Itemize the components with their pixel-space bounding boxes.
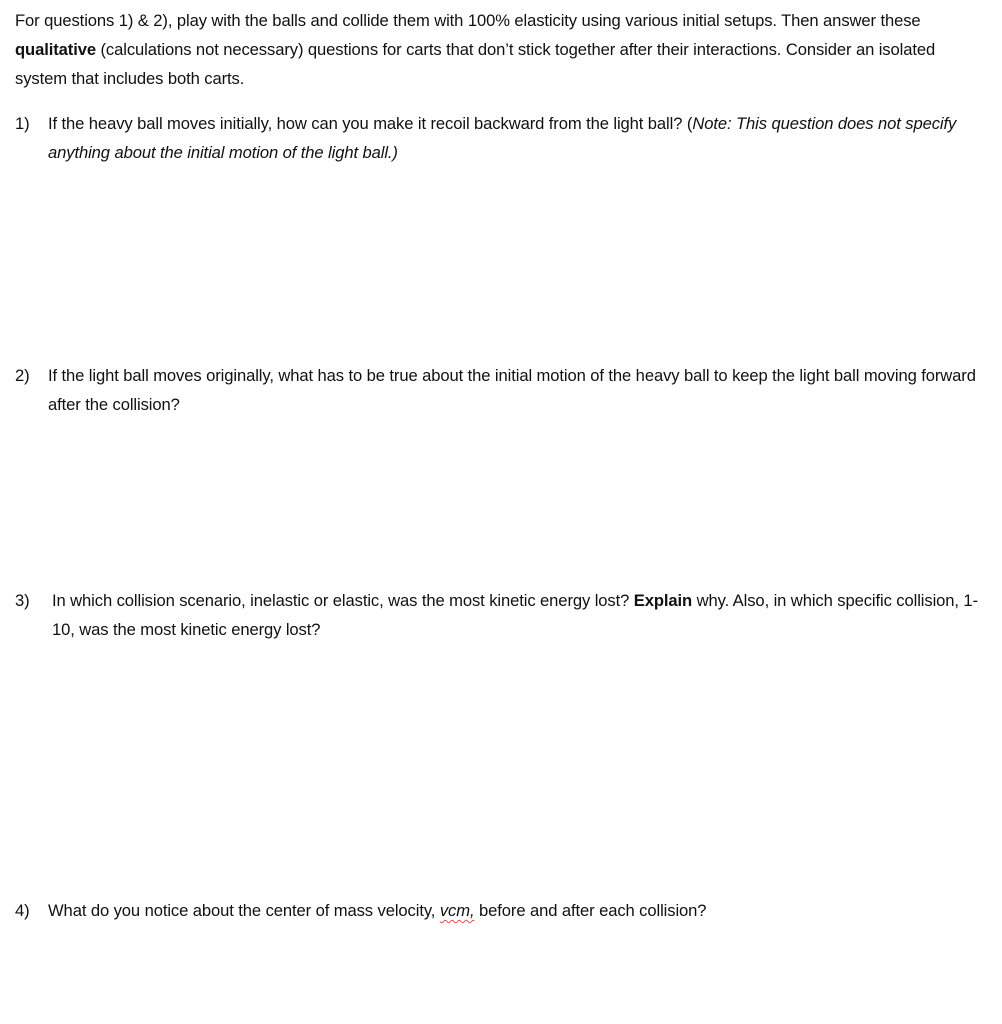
instructions-text — [15, 6, 990, 93]
instructions-bold-word: qualitative — [15, 40, 96, 59]
question-3-text — [52, 586, 995, 644]
question-3-bold-word: Explain — [633, 591, 693, 610]
center-of-mass-velocity-variable: vcm, — [439, 901, 475, 920]
question-3-part-b: why. Also, in which specific collision, 1-10, was the most kinetic energy lost? — [52, 591, 978, 639]
question-1-number: 1) — [15, 114, 30, 133]
question-1 — [15, 109, 995, 167]
instructions-part-2: (calculations not necessary) questions for carts that don’t stick together after their interactions. Consider an isolated system that includes both carts. — [15, 40, 936, 88]
question-1-note: Note: This question does not specify anything about the initial motion of the light ball.) — [48, 114, 957, 162]
question-2-text: If the light ball moves originally, what has to be true about the initial motion of the heavy ball to keep the light ball moving forward after the collision? — [48, 366, 976, 414]
question-3-number: 3) — [15, 591, 30, 610]
question-3 — [15, 586, 995, 644]
question-2 — [15, 361, 995, 419]
question-1-text — [48, 109, 995, 167]
instructions-paragraph — [15, 6, 990, 93]
question-4-text — [48, 896, 995, 925]
question-4-part-b: before and after each collision? — [474, 901, 707, 920]
question-1-main: If the heavy ball moves initially, how can you make it recoil backward from the light ball? ( — [48, 114, 693, 133]
instructions-part-1: For questions 1) & 2), play with the balls and collide them with 100% elasticity using various initial setups. Then answer these — [15, 11, 921, 30]
question-3-part-a: In which collision scenario, inelastic or elastic, was the most kinetic energy lost? — [52, 591, 634, 610]
question-4-part-a: What do you notice about the center of mass velocity, — [48, 901, 440, 920]
question-2-number: 2) — [15, 366, 30, 385]
question-4-number: 4) — [15, 901, 30, 920]
question-4 — [15, 896, 995, 925]
